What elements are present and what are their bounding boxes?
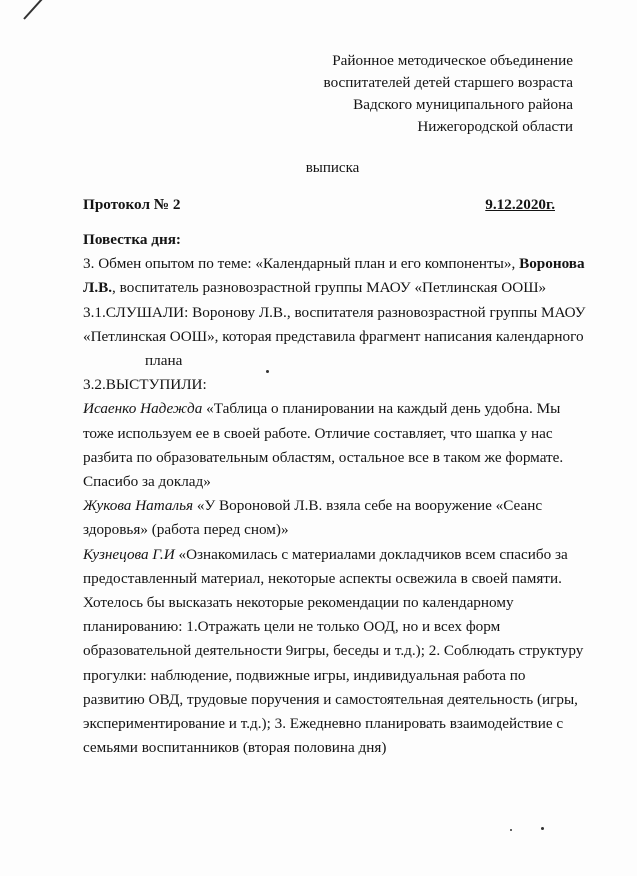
speaker-text: «У Вороновой Л.В. взяла себе на вооружение «Сеанс	[193, 497, 543, 515]
scan-speck	[541, 827, 544, 830]
extract-label: выписка	[305, 160, 360, 176]
speaker-name: Жукова Наталья	[83, 497, 194, 515]
speaker-name: Кузнецова Г.И	[83, 545, 175, 563]
speaker-line	[83, 397, 573, 421]
agenda-item-text-end: , воспитатель разновозрастной группы МАОУ «Петлинская ООШ»	[112, 279, 547, 297]
protocol-row	[83, 194, 555, 216]
organization-header	[253, 50, 573, 138]
speaker-line	[83, 494, 573, 518]
speaker-line: образовательной деятельности 9игры, беседы и т.д.); 2. Соблюдать структуру	[83, 642, 584, 660]
speaker-line: разбита по образовательным областям, остальное все в таком же формате.	[83, 448, 564, 466]
speaker-line: экспериментирование и т.д.); 3. Ежедневно планировать взаимодействие с	[83, 715, 564, 733]
protocol-date: 9.12.2020г.	[485, 196, 555, 213]
document-body	[83, 228, 586, 760]
speaker-line: семьями воспитанников (вторая половина дня)	[83, 739, 387, 757]
speaker-text: «Ознакомилась с материалами докладчиков всем спасибо за	[174, 545, 568, 563]
speaker-name: Исаенко Надежда	[83, 400, 203, 418]
header-line: Вадского муниципального района	[353, 96, 573, 113]
scan-speck	[510, 829, 512, 831]
protocol-title: Протокол № 2	[83, 196, 181, 213]
agenda-speaker-surname: Воронова	[519, 255, 585, 273]
header-line: Районное методическое объединение	[332, 52, 573, 69]
agenda-item-continued	[83, 276, 573, 300]
speaker-line: тоже используем ее в своей работе. Отличие составляет, что шапка у нас	[83, 424, 553, 442]
agenda-heading: Повестка дня:	[83, 231, 181, 248]
header-line: Нижегородской области	[417, 118, 573, 135]
scan-speck	[266, 370, 269, 373]
agenda-item-text: 3. Обмен опытом по теме: «Календарный план и его компоненты»,	[83, 255, 516, 273]
pen-mark	[23, 0, 45, 20]
speaker-line: развитию ОВД, трудовые поручения и самостоятельная деятельность (игры,	[83, 690, 578, 708]
header-line: воспитателей детей старшего возраста	[323, 74, 573, 91]
speaker-line	[83, 543, 573, 567]
agenda-item	[83, 252, 585, 276]
speaker-line: планированию: 1.Отражать цели не только ООД, но и всех форм	[83, 618, 501, 636]
speaker-line: предоставленный материал, некоторые аспекты освежила в своей памяти.	[83, 569, 562, 587]
speaker-line: Хотелось бы высказать некоторые рекомендации по календарному	[83, 594, 514, 612]
speaker-text: «Таблица о планировании на каждый день удобна. Мы	[202, 400, 561, 418]
speaker-line: прогулки: наблюдение, подвижные игры, индивидуальная работа по	[83, 666, 526, 684]
heard-line: плана	[145, 352, 183, 370]
speaker-line: здоровья» (работа перед сном)»	[83, 521, 289, 539]
heard-line: «Петлинская ООШ», которая представила фрагмент написания календарного	[83, 327, 584, 345]
spoke-heading: 3.2.ВЫСТУПИЛИ:	[83, 376, 207, 394]
heard-line: 3.1.СЛУШАЛИ: Воронову Л.В., воспитателя разновозрастной группы МАОУ	[83, 303, 586, 321]
agenda-speaker-initials: Л.В.	[83, 279, 113, 297]
speaker-line: Спасибо за доклад»	[83, 473, 211, 491]
